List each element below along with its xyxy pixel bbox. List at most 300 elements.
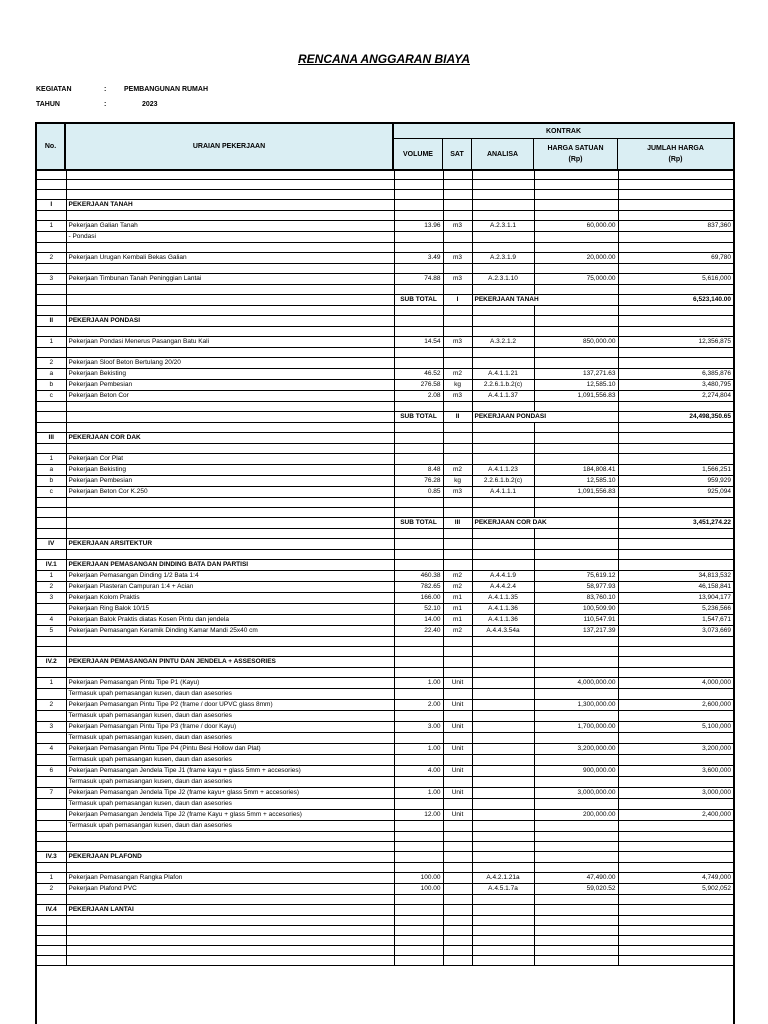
unit-price: 75,000.00 [534, 273, 618, 284]
empty-cell [66, 935, 394, 945]
table-row [37, 231, 733, 242]
empty-cell [618, 497, 733, 507]
section-title: PEKERJAAN PONDASI [66, 315, 394, 326]
work-description: Pekerjaan Plafond PVC [66, 883, 394, 894]
empty-cell [618, 284, 733, 294]
section-row [37, 199, 733, 210]
unit-price [534, 688, 618, 699]
empty-cell [618, 841, 733, 851]
table-rows [37, 169, 733, 965]
total-price [618, 798, 733, 809]
row-number: 1 [37, 570, 66, 581]
empty-cell [37, 945, 66, 955]
empty-cell [394, 401, 443, 411]
total-price: 837,360 [618, 220, 733, 231]
empty-cell [37, 263, 66, 273]
empty-cell [37, 507, 66, 517]
volume-cell [394, 453, 443, 464]
empty-cell [394, 210, 443, 220]
subtotal-amount: 3,451,274.22 [618, 517, 733, 528]
empty-cell [443, 507, 472, 517]
total-price: 13,904,177 [618, 592, 733, 603]
analysis-code: A.4.1.1.1 [472, 486, 534, 497]
budget-table [35, 122, 735, 1024]
empty-cell [534, 841, 618, 851]
volume-cell: 22.40 [394, 625, 443, 636]
empty-cell [443, 656, 472, 667]
analysis-code [472, 688, 534, 699]
subtotal-roman: II [443, 411, 472, 422]
blank-row [37, 326, 733, 336]
row-number [37, 809, 66, 820]
empty-cell [618, 507, 733, 517]
empty-cell [394, 559, 443, 570]
empty-cell [37, 422, 66, 432]
analysis-code: A.3.2.1.2 [472, 336, 534, 347]
total-price [618, 754, 733, 765]
empty-cell [394, 925, 443, 935]
empty-cell [66, 831, 394, 841]
empty-cell [534, 432, 618, 443]
empty-cell [472, 862, 534, 872]
empty-cell [618, 305, 733, 315]
empty-cell [618, 862, 733, 872]
empty-cell [534, 925, 618, 935]
empty-cell [534, 862, 618, 872]
empty-cell [534, 646, 618, 656]
analysis-code: A.4.1.1.23 [472, 464, 534, 475]
blank-row [37, 646, 733, 656]
empty-cell [66, 646, 394, 656]
empty-cell [618, 528, 733, 538]
blank-row [37, 667, 733, 677]
unit-price [534, 453, 618, 464]
unit-price: 59,020.52 [534, 883, 618, 894]
total-price: 2,400,000 [618, 809, 733, 820]
empty-cell [443, 549, 472, 559]
table-row [37, 776, 733, 787]
unit-price: 58,977.93 [534, 581, 618, 592]
empty-cell [37, 549, 66, 559]
empty-cell [534, 199, 618, 210]
volume-cell [394, 798, 443, 809]
unit-price: 200,000.00 [534, 809, 618, 820]
analysis-code: 2.2.6.1.b.2(c) [472, 379, 534, 390]
empty-cell [618, 169, 733, 179]
empty-cell [394, 549, 443, 559]
section-row [37, 432, 733, 443]
empty-cell [443, 305, 472, 315]
empty-cell [66, 549, 394, 559]
row-number: 2 [37, 357, 66, 368]
analysis-code: A.4.2.1.21a [472, 872, 534, 883]
row-number: 2 [37, 699, 66, 710]
empty-cell [66, 294, 394, 305]
row-number: 1 [37, 453, 66, 464]
empty-cell [443, 667, 472, 677]
header-kontrak: KONTRAK [394, 124, 733, 139]
empty-cell [472, 315, 534, 326]
empty-cell [443, 862, 472, 872]
total-price [618, 776, 733, 787]
header-jumlah-harga [618, 139, 733, 169]
analysis-code [472, 765, 534, 776]
empty-cell [66, 862, 394, 872]
unit-price: 137,271.63 [534, 368, 618, 379]
unit-cell: m3 [443, 336, 472, 347]
blank-row [37, 497, 733, 507]
volume-cell: 276.58 [394, 379, 443, 390]
analysis-code [472, 809, 534, 820]
header-volume: VOLUME [394, 139, 443, 169]
subtotal-roman: III [443, 517, 472, 528]
empty-cell [472, 179, 534, 189]
unit-cell: Unit [443, 699, 472, 710]
total-price [618, 710, 733, 721]
analysis-code [472, 754, 534, 765]
unit-cell: m2 [443, 625, 472, 636]
row-number: III [37, 432, 66, 443]
total-price: 3,600,000 [618, 765, 733, 776]
total-price: 1,547,671 [618, 614, 733, 625]
empty-cell [472, 945, 534, 955]
row-number: 1 [37, 677, 66, 688]
volume-cell [394, 357, 443, 368]
empty-cell [394, 347, 443, 357]
total-price [618, 357, 733, 368]
empty-cell [394, 326, 443, 336]
empty-cell [472, 549, 534, 559]
empty-cell [618, 422, 733, 432]
empty-cell [394, 945, 443, 955]
empty-cell [394, 315, 443, 326]
empty-cell [37, 169, 66, 179]
blank-row [37, 549, 733, 559]
unit-price: 4,000,000.00 [534, 677, 618, 688]
unit-cell: Unit [443, 787, 472, 798]
empty-cell [66, 422, 394, 432]
table-row [37, 765, 733, 776]
empty-cell [472, 646, 534, 656]
empty-cell [618, 935, 733, 945]
empty-cell [534, 915, 618, 925]
empty-cell [534, 443, 618, 453]
work-description: Pekerjaan Pemasangan Pintu Tipe P1 (Kayu) [66, 677, 394, 688]
work-description: Pekerjaan Pembesian [66, 475, 394, 486]
table-row [37, 614, 733, 625]
unit-cell [443, 872, 472, 883]
empty-cell [534, 284, 618, 294]
empty-cell [618, 549, 733, 559]
unit-price [534, 820, 618, 831]
unit-cell [443, 710, 472, 721]
total-price: 5,902,052 [618, 883, 733, 894]
unit-price [534, 710, 618, 721]
analysis-code: A.4.5.1.7a [472, 883, 534, 894]
volume-cell: 3.00 [394, 721, 443, 732]
table-row [37, 754, 733, 765]
empty-cell [472, 507, 534, 517]
unit-cell: Unit [443, 765, 472, 776]
empty-cell [443, 169, 472, 179]
empty-cell [618, 347, 733, 357]
unit-cell [443, 688, 472, 699]
row-number: 1 [37, 336, 66, 347]
blank-row [37, 507, 733, 517]
table-row [37, 357, 733, 368]
empty-cell [472, 432, 534, 443]
subtotal-label: SUB TOTAL [394, 517, 443, 528]
total-price: 46,158,841 [618, 581, 733, 592]
subtotal-name: PEKERJAAN PONDASI [472, 411, 618, 422]
empty-cell [534, 326, 618, 336]
table-row [37, 699, 733, 710]
work-description: Pekerjaan Beton Cor K.250 [66, 486, 394, 497]
empty-cell [534, 315, 618, 326]
total-price: 5,616,000 [618, 273, 733, 284]
unit-price: 100,509.90 [534, 603, 618, 614]
document-title: RENCANA ANGGARAN BIAYA [298, 52, 470, 66]
table-row [37, 732, 733, 743]
volume-cell: 46.52 [394, 368, 443, 379]
analysis-code [472, 721, 534, 732]
volume-cell: 1.00 [394, 743, 443, 754]
empty-cell [394, 862, 443, 872]
blank-row [37, 528, 733, 538]
row-number: 4 [37, 614, 66, 625]
empty-cell [472, 401, 534, 411]
empty-cell [534, 935, 618, 945]
meta-separator: : [104, 101, 107, 108]
empty-cell [618, 242, 733, 252]
total-price [618, 732, 733, 743]
work-description: Termasuk upah pemasangan kusen, daun dan asesories [66, 688, 394, 699]
row-number [37, 231, 66, 242]
unit-price: 60,000.00 [534, 220, 618, 231]
empty-cell [394, 955, 443, 965]
total-price: 925,094 [618, 486, 733, 497]
analysis-code [472, 732, 534, 743]
unit-cell [443, 798, 472, 809]
empty-cell [443, 636, 472, 646]
empty-cell [534, 636, 618, 646]
empty-cell [534, 263, 618, 273]
row-number: IV.4 [37, 904, 66, 915]
blank-row [37, 831, 733, 841]
meta-value: PEMBANGUNAN RUMAH [124, 86, 208, 93]
analysis-code: A.4.4.2.4 [472, 581, 534, 592]
volume-cell [394, 710, 443, 721]
row-number: 3 [37, 721, 66, 732]
blank-row [37, 169, 733, 179]
table-row [37, 390, 733, 401]
unit-price: 1,091,556.83 [534, 390, 618, 401]
unit-cell: m2 [443, 464, 472, 475]
volume-cell: 8.48 [394, 464, 443, 475]
header-jumlah-harga-label: JUMLAH HARGA [647, 145, 704, 152]
empty-cell [472, 210, 534, 220]
empty-cell [37, 326, 66, 336]
table-row [37, 592, 733, 603]
empty-cell [472, 636, 534, 646]
empty-cell [66, 894, 394, 904]
empty-cell [394, 528, 443, 538]
empty-cell [37, 915, 66, 925]
volume-cell [394, 820, 443, 831]
analysis-code: A.4.1.1.21 [472, 368, 534, 379]
table-row [37, 273, 733, 284]
work-description: Pekerjaan Sloof Beton Bertulang 20/20 [66, 357, 394, 368]
empty-cell [534, 955, 618, 965]
analysis-code [472, 699, 534, 710]
total-price: 3,000,000 [618, 787, 733, 798]
empty-cell [472, 925, 534, 935]
work-description: Pekerjaan Pemasangan Rangka Plafon [66, 872, 394, 883]
work-description: Pekerjaan Cor Plat [66, 453, 394, 464]
row-number: 4 [37, 743, 66, 754]
empty-cell [443, 189, 472, 199]
analysis-code: A.4.4.3.54a [472, 625, 534, 636]
analysis-code: A.4.4.1.9 [472, 570, 534, 581]
total-price [618, 688, 733, 699]
empty-cell [472, 831, 534, 841]
empty-cell [443, 422, 472, 432]
work-description: Pekerjaan Pondasi Menerus Pasangan Batu Kali [66, 336, 394, 347]
volume-cell: 166.00 [394, 592, 443, 603]
empty-cell [443, 432, 472, 443]
unit-cell: m3 [443, 220, 472, 231]
empty-cell [534, 169, 618, 179]
empty-cell [443, 528, 472, 538]
unit-price: 47,490.00 [534, 872, 618, 883]
empty-cell [37, 862, 66, 872]
subtotal-row [37, 294, 733, 305]
unit-cell [443, 231, 472, 242]
blank-row [37, 955, 733, 965]
empty-cell [66, 443, 394, 453]
empty-cell [618, 559, 733, 570]
unit-price: 1,300,000.00 [534, 699, 618, 710]
empty-cell [618, 636, 733, 646]
unit-cell: m2 [443, 581, 472, 592]
empty-cell [443, 326, 472, 336]
empty-cell [534, 945, 618, 955]
section-title: PEKERJAAN PLAFOND [66, 851, 394, 862]
row-number: 2 [37, 883, 66, 894]
analysis-code: A.4.1.1.35 [472, 592, 534, 603]
analysis-code [472, 798, 534, 809]
analysis-code: A.4.1.1.37 [472, 390, 534, 401]
empty-cell [66, 955, 394, 965]
empty-cell [443, 894, 472, 904]
empty-cell [618, 894, 733, 904]
work-description: Termasuk upah pemasangan kusen, daun dan asesories [66, 754, 394, 765]
empty-cell [37, 841, 66, 851]
empty-cell [443, 935, 472, 945]
empty-cell [394, 169, 443, 179]
blank-row [37, 925, 733, 935]
row-number [37, 798, 66, 809]
empty-cell [394, 538, 443, 549]
total-price: 4,000,000 [618, 677, 733, 688]
volume-cell [394, 754, 443, 765]
work-description: Pekerjaan Pemasangan Jendela Tipe J2 (frame Kayu + glass 5mm + accesories) [66, 809, 394, 820]
blank-row [37, 945, 733, 955]
unit-cell: kg [443, 379, 472, 390]
analysis-code [472, 453, 534, 464]
empty-cell [394, 443, 443, 453]
empty-cell [66, 326, 394, 336]
row-number: b [37, 475, 66, 486]
unit-cell: m2 [443, 570, 472, 581]
blank-row [37, 284, 733, 294]
unit-price: 850,000.00 [534, 336, 618, 347]
work-description: Termasuk upah pemasangan kusen, daun dan asesories [66, 710, 394, 721]
row-number [37, 688, 66, 699]
empty-cell [472, 422, 534, 432]
unit-cell: m1 [443, 603, 472, 614]
empty-cell [618, 443, 733, 453]
empty-cell [66, 925, 394, 935]
subtotal-label: SUB TOTAL [394, 411, 443, 422]
empty-cell [66, 915, 394, 925]
empty-cell [443, 904, 472, 915]
empty-cell [534, 528, 618, 538]
header-no: No. [37, 124, 66, 169]
unit-price [534, 732, 618, 743]
empty-cell [443, 284, 472, 294]
work-description: Pekerjaan Pemasangan Jendela Tipe J1 (frame kayu + glass 5mm + accesories) [66, 765, 394, 776]
empty-cell [472, 284, 534, 294]
empty-cell [618, 945, 733, 955]
work-description: Pekerjaan Beton Cor [66, 390, 394, 401]
work-description: Pekerjaan Galian Tanah [66, 220, 394, 231]
unit-cell: m2 [443, 368, 472, 379]
row-number [37, 776, 66, 787]
section-title: PEKERJAAN COR DAK [66, 432, 394, 443]
table-row [37, 721, 733, 732]
table-row [37, 883, 733, 894]
row-number: 1 [37, 872, 66, 883]
unit-cell [443, 754, 472, 765]
empty-cell [472, 347, 534, 357]
empty-cell [37, 179, 66, 189]
empty-cell [618, 656, 733, 667]
unit-cell: m3 [443, 486, 472, 497]
blank-row [37, 305, 733, 315]
empty-cell [37, 528, 66, 538]
empty-cell [66, 528, 394, 538]
empty-cell [534, 851, 618, 862]
unit-price: 137,217.39 [534, 625, 618, 636]
analysis-code: A.2.3.1.10 [472, 273, 534, 284]
blank-row [37, 636, 733, 646]
empty-cell [472, 667, 534, 677]
unit-cell: Unit [443, 743, 472, 754]
unit-price: 12,585.10 [534, 379, 618, 390]
empty-cell [37, 411, 66, 422]
empty-cell [66, 667, 394, 677]
table-row [37, 787, 733, 798]
subtotal-amount: 6,523,140.00 [618, 294, 733, 305]
blank-row [37, 210, 733, 220]
volume-cell: 14.54 [394, 336, 443, 347]
empty-cell [37, 347, 66, 357]
total-price: 3,480,795 [618, 379, 733, 390]
empty-cell [618, 199, 733, 210]
row-number [37, 820, 66, 831]
empty-cell [618, 315, 733, 326]
